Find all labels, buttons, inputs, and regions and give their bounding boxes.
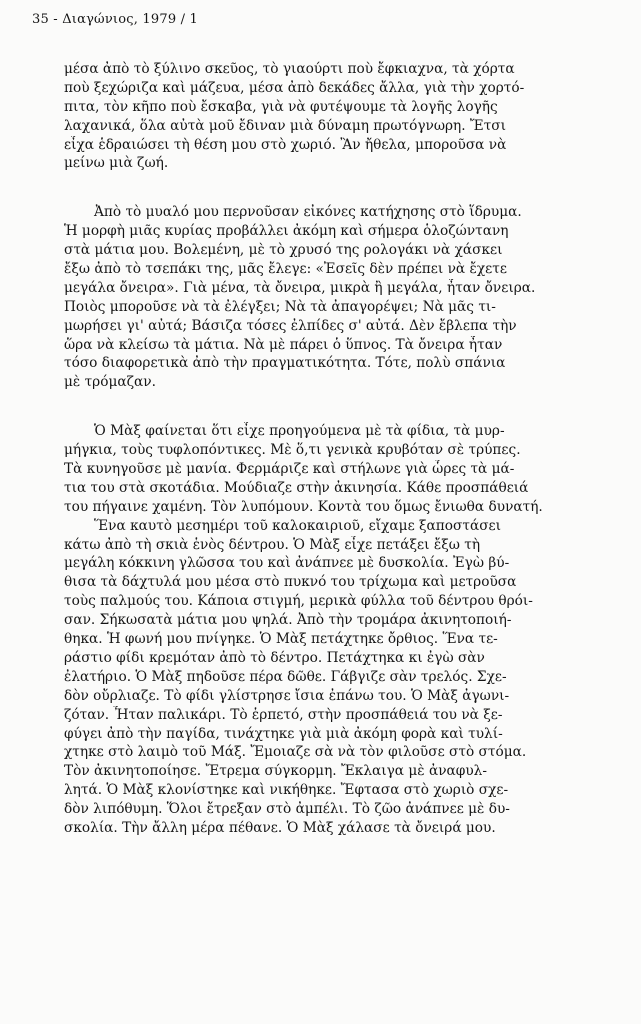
- text-line: σκολία. Τὴν ἄλλη μέρα πέθανε. Ὁ Μὰξ χάλασε τὰ ὄνειρά μου.: [64, 819, 496, 836]
- text-line: τόσο διαφορετικὰ ἀπὸ τὴν πραγματικότητα. Τότε, πολὺ σπάνια: [64, 355, 506, 372]
- text-line: ἔξω ἀπὸ τὸ τσεπάκι της, μᾶς ἔλεγε: «Ἐσεῖς δὲν πρέπει νὰ ἔχετε: [64, 261, 507, 278]
- text-line: δὸν λιπόθυμη. Ὅλοι ἔτρεξαν στὸ ἀμπέλι. Τὸ ζῶο ἀνάπνεε μὲ δυ-: [64, 801, 510, 818]
- text-line: μεγάλη κόκκινη γλῶσσα του καὶ ἀνάπνεε μὲ δυσκολία. Ἐγὼ βύ-: [64, 555, 510, 572]
- text-line: Ἡ μορφὴ μιᾶς κυρίας προβάλλει ἀκόμη καὶ σήμερα ὁλοζώντανη: [64, 223, 509, 240]
- body-text: [64, 60, 599, 838]
- text-line: Ὁ Μὰξ φαίνεται ὅτι εἶχε προηγούμενα μὲ τὰ φίδια, τὰ μυρ-: [94, 423, 505, 440]
- text-line: Τὰ κυνηγοῦσε μὲ μανία. Φερμάριζε καὶ στήλωνε γιὰ ὧρες τὰ μά-: [64, 461, 515, 478]
- text-line: ζόταν. Ἦταν παλικάρι. Τὸ ἑρπετό, στὴν προσπάθειά του νὰ ξε-: [64, 706, 503, 723]
- text-line: ἐλατήριο. Ὁ Μὰξ πηδοῦσε πέρα δῶθε. Γάβγιζε σὰν τρελός. Σχε-: [64, 668, 507, 685]
- text-line: λητά. Ὁ Μὰξ κλονίστηκε καὶ νικήθηκε. Ἔφτασα στὸ χωριὸ σχε-: [64, 782, 509, 799]
- paragraph-3: [64, 422, 599, 838]
- text-line: του πήγαινε χαμένη. Τὸν λυπόμουν. Κοντὰ του ὅμως ἔνιωθα δυνατή.: [64, 498, 543, 515]
- text-line: κάτω ἀπὸ τὴ σκιὰ ἑνὸς δέντρου. Ὁ Μὰξ εἶχε πετάξει ἔξω τὴ: [64, 536, 481, 553]
- text-line: Τὸν ἀκινητοποίησε. Ἔτρεμα σύγκορμη. Ἔκλαιγα μὲ ἀναφυλ-: [64, 763, 487, 780]
- text-line: τοὺς παλμούς του. Κάποια στιγμή, μερικὰ φύλλα τοῦ δέντρου θρόι-: [64, 593, 533, 610]
- text-line: φύγει ἀπὸ τὴν παγίδα, τινάχτηκε γιὰ μιὰ ἀκόμη φορὰ καὶ τυλί-: [64, 725, 503, 742]
- text-line: ὥρα νὰ κλείσω τὰ μάτια. Νὰ μὲ πάρει ὁ ὕπνος. Τὰ ὄνειρα ἦταν: [64, 336, 503, 353]
- text-line: Ἀπὸ τὸ μυαλό μου περνοῦσαν εἰκόνες κατήχησης στὸ ἵδρυμα.: [94, 204, 522, 221]
- text-line: μήγκια, τοὺς τυφλοπόντικες. Μὲ ὅ,τι γενικὰ κρυβόταν σὲ τρύπες.: [64, 442, 521, 459]
- text-line: μέσα ἀπὸ τὸ ξύλινο σκεῦος, τὸ γιαούρτι ποὺ ἔφκιαχνα, τὰ χόρτα: [64, 61, 515, 77]
- text-line: μείνω μιὰ ζωή.: [64, 155, 169, 172]
- running-head: 35 - Διαγώνιος, 1979 / 1: [32, 12, 199, 27]
- paragraph-gap: [64, 392, 599, 422]
- text-line: σαν. Σήκωσατὰ μάτια μου ψηλά. Ἀπὸ τὴν τρομάρα ἀκινητοποιή-: [64, 612, 512, 629]
- text-line: λαχανικά, ὅλα αὐτὰ μοῦ ἔδιναν μιὰ δύναμη πρωτόγνωρη. Ἔτσι: [64, 117, 507, 134]
- text-line: Ἕνα καυτὸ μεσημέρι τοῦ καλοκαιριοῦ, εἴχαμε ξαποστάσει: [94, 517, 501, 534]
- text-line: εἶχα ἑδραιώσει τὴ θέση μου στὸ χωριό. Ἂν ἤθελα, μποροῦσα νὰ: [64, 136, 507, 153]
- text-line: θηκα. Ἡ φωνή μου πνίγηκε. Ὁ Μὰξ πετάχτηκε ὄρθιος. Ἕνα τε-: [64, 631, 498, 648]
- paragraph-1: [64, 60, 599, 173]
- text-line: θισα τὰ δάχτυλά μου μέσα στὸ πυκνό του τρίχωμα καὶ μετροῦσα: [64, 574, 517, 591]
- text-line: μὲ τρόμαζαν.: [64, 374, 156, 391]
- text-line: ποὺ ξεχώριζα καὶ μάζευα, μέσα ἀπὸ δεκάδες ἄλλα, γιὰ τὴν χορτό-: [64, 79, 525, 96]
- paragraph-2: [64, 203, 599, 392]
- text-line: μεγάλα ὄνειρα». Γιὰ μένα, τὰ ὄνειρα, μικρὰ ἢ μεγάλα, ἦταν ὄνειρα.: [64, 279, 536, 296]
- paragraph-gap: [64, 173, 599, 203]
- text-line: μωρήσει γι' αὐτά; Βάσιζα τόσες ἐλπίδες σ' αὐτά. Δὲν ἔβλεπα τὴν: [64, 317, 517, 334]
- text-line: ράστιο φίδι κρεμόταν ἀπὸ τὸ δέντρο. Πετάχτηκα κι ἐγὼ σὰν: [64, 649, 485, 666]
- text-line: στὰ μάτια μου. Βολεμένη, μὲ τὸ χρυσό της ρολογάκι νὰ χάσκει: [64, 242, 503, 259]
- text-line: δὸν οὔρλιαζε. Τὸ φίδι γλίστρησε ἴσια ἐπάνω του. Ὁ Μὰξ ἀγωνι-: [64, 687, 510, 704]
- text-line: χτηκε στὸ λαιμὸ τοῦ Μάξ. Ἔμοιαζε σὰ νὰ τὸν φιλοῦσε στὸ στόμα.: [64, 744, 527, 761]
- text-line: Ποιὸς μποροῦσε νὰ τὰ ἐλέγξει; Νὰ τὰ ἀπαγορέψει; Νὰ μᾶς τι-: [64, 298, 496, 315]
- text-line: τια του στὰ σκοτάδια. Μούδιαζε στὴν ἀκινησία. Κάθε προσπάθειά: [64, 479, 529, 496]
- text-line: πιτα, τὸν κῆπο ποὺ ἔσκαβα, γιὰ νὰ φυτέψουμε τὰ λογῆς λογῆς: [64, 98, 498, 115]
